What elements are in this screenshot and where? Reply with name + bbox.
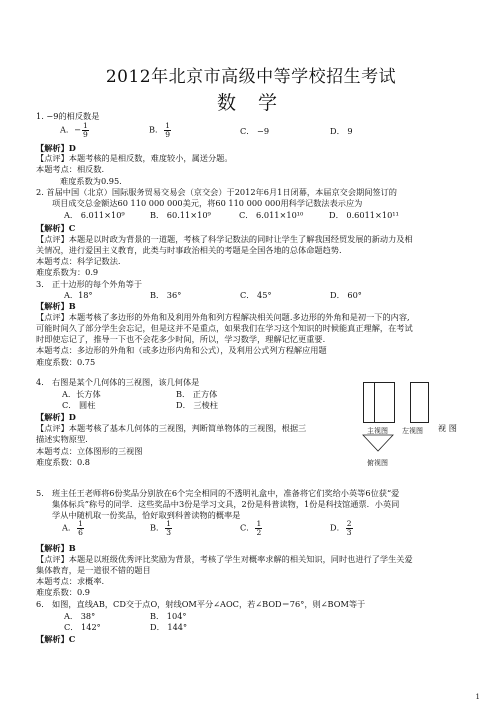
q1-option-b — [149, 122, 172, 139]
q1-topic: 本题考点：相反数. — [36, 164, 105, 174]
q1-answer: 【解析】D — [36, 143, 76, 153]
q5-option-a — [62, 520, 85, 537]
q2-difficulty: 难度系数为：0.9 — [36, 267, 99, 277]
q3-difficulty: 难度系数：0.75 — [36, 357, 96, 367]
q5-option-a-numerator: 1 — [78, 519, 83, 528]
q3-answer: 【解析】B — [36, 301, 76, 311]
page-number: 1 — [475, 693, 480, 701]
q5-option-c-label: C． — [240, 522, 255, 533]
q5-option-c-fraction — [255, 520, 262, 537]
q1-option-a — [60, 122, 90, 139]
exam-title: 2012年北京市高级中等学校招生考试 — [105, 67, 397, 87]
top-view-label: 俯视图 — [367, 459, 388, 467]
q6-option-b: B． 104° — [150, 611, 187, 621]
q5-topic: 本题考点：求概率. — [36, 576, 105, 586]
q5-option-b-fraction — [165, 520, 172, 537]
q3-topic: 本题考点：多边形的外角和（或多边形内角和公式），及利用公式列方程解应用题 — [36, 345, 327, 355]
q5-option-b — [150, 520, 173, 537]
q3-option-c: C． 45° — [240, 290, 272, 300]
q4-comment-line1-tail: 视 图 — [438, 423, 457, 433]
q4-topic: 本题考点：立体图形的三视图 — [36, 446, 143, 456]
q5-difficulty: 难度系数：0.9 — [36, 587, 90, 597]
q5-comment-line1: 【点评】本题是以班级优秀评比奖励为背景，考核了学生对概率求解的相关知识，同时也进行了学生关爱 — [36, 554, 413, 564]
front-view-edge-line — [374, 383, 375, 422]
q5-option-b-numerator: 1 — [166, 519, 171, 528]
q5-option-b-label: B． — [150, 522, 165, 533]
q1-option-a-denominator: 9 — [82, 130, 88, 139]
q6-stem: 6． 如图，直线AB，CD交于点O，射线OM平分∠AOC，若∠BOD＝76°，则∠BOM等于 — [36, 599, 366, 609]
q5-option-c-numerator: 1 — [256, 519, 262, 528]
q4-comment-line1: 【点评】本题考核了基本几何体的三视图，判断简单物体的三视图，根据三 — [36, 423, 307, 433]
q5-option-a-fraction — [77, 520, 84, 537]
q5-stem-line1: 5． 班主任王老师将6份奖品分别放在6个完全相同的不透明礼盒中，准备将它们奖给小英等6位获“爱 — [36, 488, 400, 498]
q2-stem-line2: 项目成交总金额达60 110 000 000美元，将60 110 000 000用科学记数法表示应为 — [52, 198, 363, 208]
front-view-label: 主视图 — [367, 427, 388, 435]
q5-option-c-denominator: 2 — [256, 528, 262, 537]
q3-comment-line1: 【点评】本题考核了多边形的外角和及利用外角和列方程解决相关问题.多边形的外角和是初一下的内容, — [36, 312, 410, 322]
q1-option-b-fraction — [164, 122, 171, 139]
q1-option-a-label: A． — [60, 124, 75, 135]
q1-option-a-numerator: 1 — [82, 121, 88, 130]
q1-option-a-sign: − — [74, 124, 81, 135]
q5-option-b-denominator: 3 — [166, 528, 171, 537]
q1-option-b-denominator: 9 — [165, 130, 170, 139]
q5-comment-line2: 集体教育，是一道很不错的题目 — [36, 565, 151, 575]
q5-answer: 【解析】B — [36, 543, 76, 553]
q3-option-a: A．18° — [64, 290, 93, 300]
q1-option-d: D． 9 — [330, 126, 353, 136]
front-view-rect — [363, 382, 395, 423]
q2-answer: 【解析】C — [36, 223, 76, 233]
q5-option-d-denominator: 3 — [346, 528, 352, 537]
q4-comment-line2: 描述实物原型. — [36, 434, 88, 444]
q5-option-a-label: A． — [62, 522, 77, 533]
q5-stem-line2: 集体标兵”称号的同学．这些奖品中3份是学习文具，2份是科普读物，1份是科技馆通票．小英同 — [52, 499, 400, 509]
exam-subject: 数 学 — [216, 92, 286, 114]
q5-option-c — [240, 520, 263, 537]
q5-option-d — [330, 520, 354, 537]
q2-option-d: D． 0.6011×10¹¹ — [329, 210, 399, 220]
top-view-triangle-shape — [363, 435, 393, 451]
q5-option-d-fraction — [346, 520, 353, 537]
q2-stem-line1: 2. 首届中国（北京）国际服务贸易交易会（京交会）于2012年6月1日闭幕，本届京交会期间签订的 — [36, 187, 397, 197]
q6-option-d: D． 144° — [150, 622, 188, 632]
q4-difficulty: 难度系数：0.8 — [36, 457, 90, 467]
top-view-triangle — [361, 433, 395, 453]
q2-comment-line2: 关情况，进行爱国主义教育，此类与时事政治相关的考题是全国各地的总体命题趋势. — [36, 245, 342, 255]
q4-option-b: B． 正方体 — [176, 389, 218, 399]
q3-comment-line2: 可能时间久了部分学生会忘记，但是这并不是重点，如果我们在学习这个知识的时候能真正理解，在考试 — [36, 323, 413, 333]
side-view-rect — [410, 382, 429, 423]
q4-option-d: D． 三棱柱 — [176, 400, 218, 410]
q5-option-d-label: D． — [330, 522, 345, 533]
q3-option-d: D． 60° — [330, 290, 362, 300]
q6-answer: 【解析】C — [36, 634, 76, 644]
q4-option-c: C． 圆柱 — [62, 400, 96, 410]
q5-option-d-numerator: 2 — [346, 519, 352, 528]
q2-comment-line1: 【点评】本题是以时政为背景的一道题，考核了科学记数法的同时让学生了解我国经贸发展的新动力及相 — [36, 234, 413, 244]
q5-option-a-denominator: 6 — [78, 528, 83, 537]
side-view-label: 左视图 — [402, 427, 423, 435]
q3-stem: 3． 正十边形的每个外角等于 — [36, 279, 143, 289]
q1-comment: 【点评】本题考核的是相反数，难度较小，属送分题。 — [36, 153, 233, 163]
q4-stem: 4． 右图是某个几何体的三视图，该几何体是 — [36, 377, 200, 387]
q1-option-c: C． −9 — [240, 126, 270, 136]
q1-option-b-numerator: 1 — [165, 121, 170, 130]
q1-option-a-fraction — [82, 122, 89, 139]
q5-stem-line3: 学从中随机取一份奖品，恰好取到科普读物的概率是 — [52, 510, 241, 520]
q4-option-a: A．长方体 — [62, 389, 101, 399]
q1-option-b-label: B． — [149, 124, 164, 135]
q1-difficulty: 难度系数为0.95. — [60, 176, 122, 186]
q6-option-a: A． 38° — [64, 611, 96, 621]
q3-option-b: B． 36° — [150, 290, 182, 300]
q2-option-c: C． 6.011×10¹⁰ — [239, 210, 304, 220]
q6-option-c: C． 142° — [64, 622, 101, 632]
q2-topic: 本题考点：科学记数法. — [36, 256, 121, 266]
q2-option-a: A． 6.011×10⁹ — [64, 210, 125, 220]
q1-stem: 1. −9的相反数是 — [36, 111, 100, 121]
q2-option-b: B． 60.11×10⁹ — [150, 210, 211, 220]
q3-comment-line3: 时即使忘记了，推导一下也不会花多少时间，所以，学习数学，理解记忆更重要. — [36, 334, 326, 344]
q4-answer: 【解析】D — [36, 412, 76, 422]
